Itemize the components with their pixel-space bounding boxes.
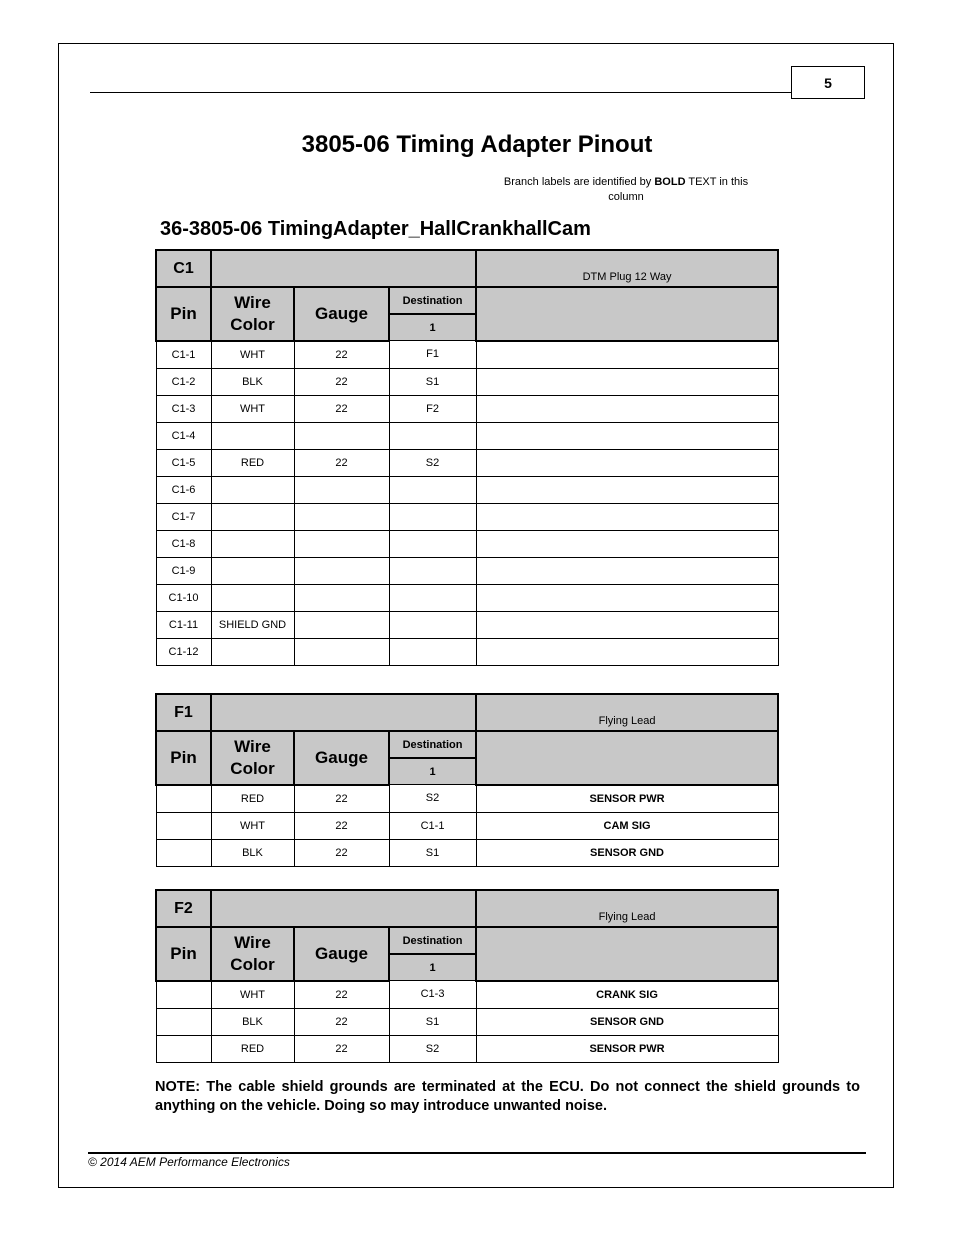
gauge-cell	[294, 530, 389, 557]
pin-cell: C1-3	[156, 395, 211, 422]
table-row	[156, 785, 778, 813]
pin-column-header: Pin	[156, 731, 211, 785]
connector-name: F1	[156, 694, 211, 731]
table-row	[156, 584, 778, 611]
gauge-cell	[294, 422, 389, 449]
gauge-cell	[294, 611, 389, 638]
destination-cell: F2	[389, 395, 476, 422]
connector-type: DTM Plug 12 Way	[476, 250, 778, 287]
destination-column-header: Destination	[389, 731, 476, 758]
destination-cell: S1	[389, 839, 476, 866]
destination-cell: S2	[389, 449, 476, 476]
wire-color-cell: BLK	[211, 839, 294, 866]
table-row	[156, 611, 778, 638]
table-row	[156, 476, 778, 503]
connector-header-row	[156, 890, 778, 927]
pin-cell: C1-11	[156, 611, 211, 638]
connector-header-blank	[211, 694, 476, 731]
copyright-text: © 2014 AEM Performance Electronics	[88, 1155, 290, 1169]
branch-label-cell	[476, 611, 778, 638]
column-header-row	[156, 287, 778, 314]
wire-color-cell: RED	[211, 449, 294, 476]
gauge-cell: 22	[294, 839, 389, 866]
branch-label-cell: CAM SIG	[476, 812, 778, 839]
table-row	[156, 341, 778, 369]
branch-note-suffix: TEXT in this column	[608, 176, 749, 203]
gauge-cell: 22	[294, 395, 389, 422]
table-row	[156, 395, 778, 422]
pin-cell: C1-9	[156, 557, 211, 584]
table-row	[156, 530, 778, 557]
destination-cell: S1	[389, 368, 476, 395]
connector-f2-table	[155, 889, 779, 1063]
pin-cell: C1-1	[156, 341, 211, 369]
wire-color-cell: WHT	[211, 981, 294, 1009]
connector-header-blank	[211, 890, 476, 927]
branch-label-cell	[476, 341, 778, 369]
wire-color-column-header: Wire Color	[211, 927, 294, 981]
branch-label-cell	[476, 368, 778, 395]
branch-note-bold: BOLD	[654, 176, 686, 188]
header-rule	[90, 92, 791, 93]
branch-label-cell	[476, 638, 778, 665]
wire-color-cell	[211, 503, 294, 530]
wire-color-cell	[211, 638, 294, 665]
gauge-cell: 22	[294, 981, 389, 1009]
gauge-cell	[294, 557, 389, 584]
table-row	[156, 839, 778, 866]
branch-label-cell: SENSOR PWR	[476, 1035, 778, 1062]
destination-cell: S1	[389, 1008, 476, 1035]
destination-cell: S2	[389, 1035, 476, 1062]
destination-number-header: 1	[389, 758, 476, 785]
pin-column-header: Pin	[156, 287, 211, 341]
destination-cell	[389, 611, 476, 638]
wire-color-column-header: Wire Color	[211, 731, 294, 785]
pin-cell	[156, 812, 211, 839]
branch-label-cell: SENSOR PWR	[476, 785, 778, 813]
destination-cell	[389, 422, 476, 449]
destination-cell: F1	[389, 341, 476, 369]
pin-cell: C1-7	[156, 503, 211, 530]
branch-label-column-header	[476, 927, 778, 981]
wire-color-cell	[211, 422, 294, 449]
branch-label-cell	[476, 584, 778, 611]
table-row	[156, 368, 778, 395]
branch-label-cell	[476, 449, 778, 476]
table-row	[156, 422, 778, 449]
gauge-cell: 22	[294, 812, 389, 839]
gauge-cell: 22	[294, 341, 389, 369]
page-title: 3805-06 Timing Adapter Pinout	[301, 131, 653, 158]
branch-label-column-header	[476, 731, 778, 785]
shield-ground-note: NOTE: The cable shield grounds are terminated at the ECU. Do not connect the shield grounds to anything on the vehicle. Doing so may introduce unwanted noise.	[155, 1079, 860, 1114]
destination-number-header: 1	[389, 954, 476, 981]
table-row	[156, 981, 778, 1009]
destination-cell: S2	[389, 785, 476, 813]
wire-color-cell: WHT	[211, 341, 294, 369]
connector-name: F2	[156, 890, 211, 927]
pin-cell: C1-12	[156, 638, 211, 665]
branch-label-cell: SENSOR GND	[476, 839, 778, 866]
page-number: 5	[791, 66, 865, 99]
gauge-cell	[294, 476, 389, 503]
table-row	[156, 1035, 778, 1062]
connector-type: Flying Lead	[476, 890, 778, 927]
destination-cell	[389, 584, 476, 611]
gauge-cell: 22	[294, 1008, 389, 1035]
column-header-row	[156, 927, 778, 954]
branch-label-cell	[476, 422, 778, 449]
destination-cell	[389, 557, 476, 584]
connector-header-blank	[211, 250, 476, 287]
gauge-cell: 22	[294, 1035, 389, 1062]
gauge-cell	[294, 503, 389, 530]
pin-cell	[156, 1008, 211, 1035]
wire-color-column-header: Wire Color	[211, 287, 294, 341]
branch-label-column-header	[476, 287, 778, 341]
connector-type: Flying Lead	[476, 694, 778, 731]
wire-color-cell: WHT	[211, 812, 294, 839]
branch-label-note	[486, 175, 766, 205]
pin-cell: C1-2	[156, 368, 211, 395]
wire-color-cell: WHT	[211, 395, 294, 422]
pin-cell	[156, 785, 211, 813]
connector-name: C1	[156, 250, 211, 287]
pin-cell	[156, 981, 211, 1009]
column-header-row	[156, 731, 778, 758]
footer-rule	[88, 1152, 866, 1154]
pin-column-header: Pin	[156, 927, 211, 981]
branch-label-cell	[476, 476, 778, 503]
branch-label-cell	[476, 557, 778, 584]
wire-color-cell: RED	[211, 1035, 294, 1062]
table-row	[156, 812, 778, 839]
wire-color-cell	[211, 584, 294, 611]
harness-title: 36-3805-06 TimingAdapter_HallCrankhallCam	[160, 218, 591, 240]
destination-cell: C1-1	[389, 812, 476, 839]
gauge-cell	[294, 584, 389, 611]
destination-cell	[389, 503, 476, 530]
gauge-column-header: Gauge	[294, 287, 389, 341]
pin-cell: C1-6	[156, 476, 211, 503]
destination-column-header: Destination	[389, 287, 476, 314]
pin-cell: C1-4	[156, 422, 211, 449]
table-row	[156, 1008, 778, 1035]
table-row	[156, 449, 778, 476]
branch-note-prefix: Branch labels are identified by	[503, 176, 655, 188]
wire-color-cell	[211, 476, 294, 503]
branch-label-cell	[476, 530, 778, 557]
wire-color-cell	[211, 530, 294, 557]
table-row	[156, 503, 778, 530]
gauge-cell: 22	[294, 368, 389, 395]
destination-cell: C1-3	[389, 981, 476, 1009]
branch-label-cell: SENSOR GND	[476, 1008, 778, 1035]
pin-cell	[156, 839, 211, 866]
destination-column-header: Destination	[389, 927, 476, 954]
wire-color-cell: BLK	[211, 368, 294, 395]
table-row	[156, 557, 778, 584]
destination-cell	[389, 530, 476, 557]
connector-header-row	[156, 250, 778, 287]
pin-cell: C1-5	[156, 449, 211, 476]
pin-cell: C1-8	[156, 530, 211, 557]
wire-color-cell: SHIELD GND	[211, 611, 294, 638]
connector-f1-table	[155, 693, 779, 867]
destination-cell	[389, 476, 476, 503]
gauge-column-header: Gauge	[294, 927, 389, 981]
branch-label-cell	[476, 503, 778, 530]
pin-cell	[156, 1035, 211, 1062]
destination-cell	[389, 638, 476, 665]
destination-number-header: 1	[389, 314, 476, 341]
wire-color-cell	[211, 557, 294, 584]
wire-color-cell: RED	[211, 785, 294, 813]
wire-color-cell: BLK	[211, 1008, 294, 1035]
pin-cell: C1-10	[156, 584, 211, 611]
gauge-column-header: Gauge	[294, 731, 389, 785]
gauge-cell	[294, 638, 389, 665]
connector-header-row	[156, 694, 778, 731]
branch-label-cell: CRANK SIG	[476, 981, 778, 1009]
gauge-cell: 22	[294, 785, 389, 813]
branch-label-cell	[476, 395, 778, 422]
connector-c1-table	[155, 249, 779, 666]
table-row	[156, 638, 778, 665]
gauge-cell: 22	[294, 449, 389, 476]
